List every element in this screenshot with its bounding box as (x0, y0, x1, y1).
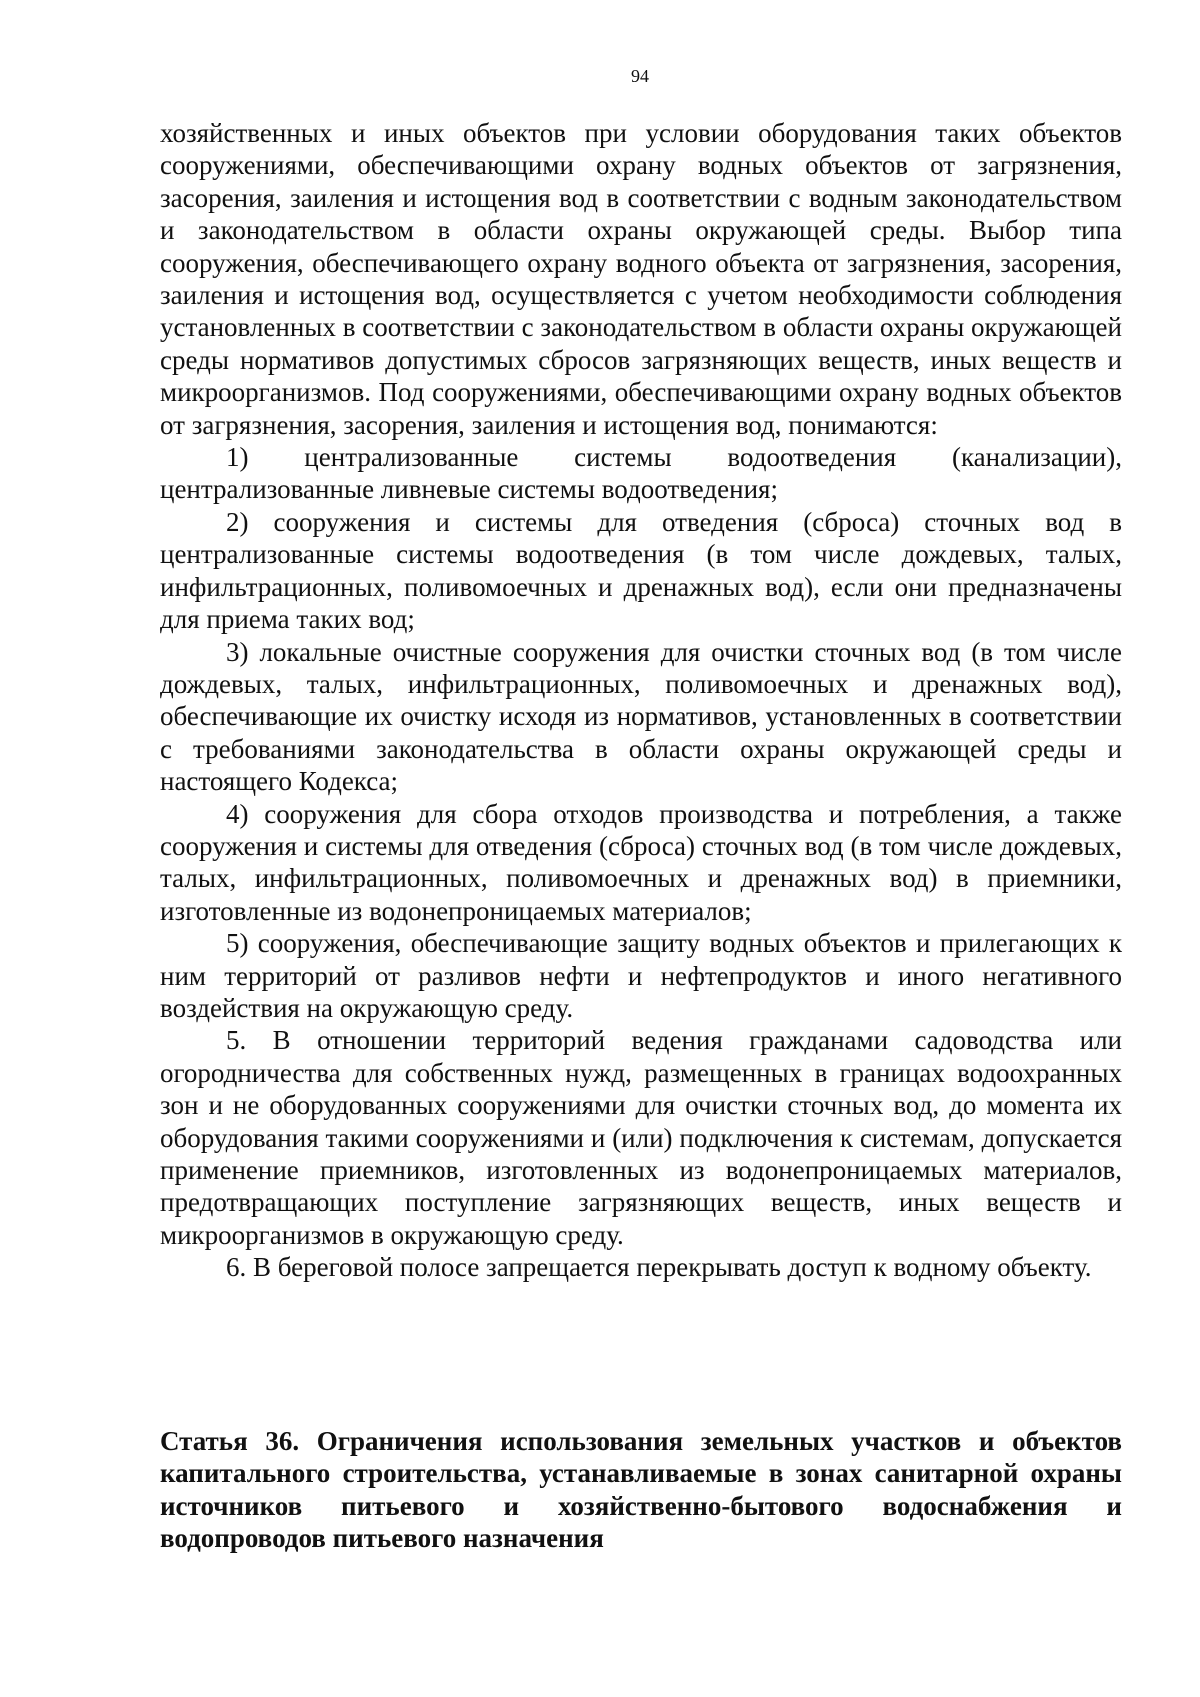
paragraph-clause-6: 6. В береговой полосе запрещается перекрывать доступ к водному объекту. (226, 1252, 1092, 1283)
list-item-1: 1) централизованные системы водоотведения (канализации), централизованные ливневые системы водоотведения; (160, 442, 1122, 505)
list-item-5: 5) сооружения, обеспечивающие защиту водных объектов и прилегающих к ним территорий от разливов нефти и нефтепродуктов и иного негативного воздействия на окружающую среду. (160, 928, 1122, 1023)
article-heading: Статья 36. Ограничения использования земельных участков и объектов капитального строительства, устанавливаемые в зонах санитарной охраны источников питьевого и хозяйственно-бытового водоснабжения и водопроводов питьевого назначения (160, 1426, 1122, 1554)
list-item-3: 3) локальные очистные сооружения для очистки сточных вод (в том числе дождевых, талых, инфильтрационных, поливомоечных и дренажных вод), обеспечивающие их очистку исходя из нормативов, установленных в соответствии с требованиями законодательства в области охраны окружающей среды и настоящего Кодекса; (160, 636, 1122, 797)
paragraph-clause-5: 5. В отношении территорий ведения гражданами садоводства или огородничества для собственных нужд, размещенных в границах водоохранных зон и не оборудованных сооружениями для очистки сточных вод, до момента их оборудования такими сооружениями и (или) подключения к системам, допускается применение приемников, изготовленных из водонепроницаемых материалов, предотвращающих поступление загрязняющих веществ, иных веществ и микроорганизмов в окружающую среду. (160, 1025, 1122, 1250)
document-body (160, 117, 1122, 1284)
list-item-2: 2) сооружения и системы для отведения (сброса) сточных вод в централизованные системы водоотведения (в том числе дождевых, талых, инфильтрационных, поливомоечных и дренажных вод), если они предназначены для приема таких вод; (160, 506, 1122, 635)
page-number: 94 (631, 66, 649, 86)
paragraph-intro: хозяйственных и иных объектов при условии оборудования таких объектов сооружениями, обеспечивающими охрану водных объектов от загрязнения, засорения, заиления и истощения вод в соответствии с водным законодательством и законодательством в области охраны окружающей среды. Выбор типа сооружения, обеспечивающего охрану водного объекта от загрязнения, засорения, заиления и истощения вод, осуществляется с учетом необходимости соблюдения установленных в соответствии с законодательством в области охраны окружающей среды нормативов допустимых сбросов загрязняющих веществ, иных веществ и микроорганизмов. Под сооружениями, обеспечивающими охрану водных объектов от загрязнения, засорения, заиления и истощения вод, понимаются: (160, 118, 1122, 440)
list-item-4: 4) сооружения для сбора отходов производства и потребления, а также сооружения и системы для отведения (сброса) сточных вод (в том числе дождевых, талых, инфильтрационных, поливомоечных и дренажных вод) в приемники, изготовленные из водонепроницаемых материалов; (160, 798, 1122, 926)
